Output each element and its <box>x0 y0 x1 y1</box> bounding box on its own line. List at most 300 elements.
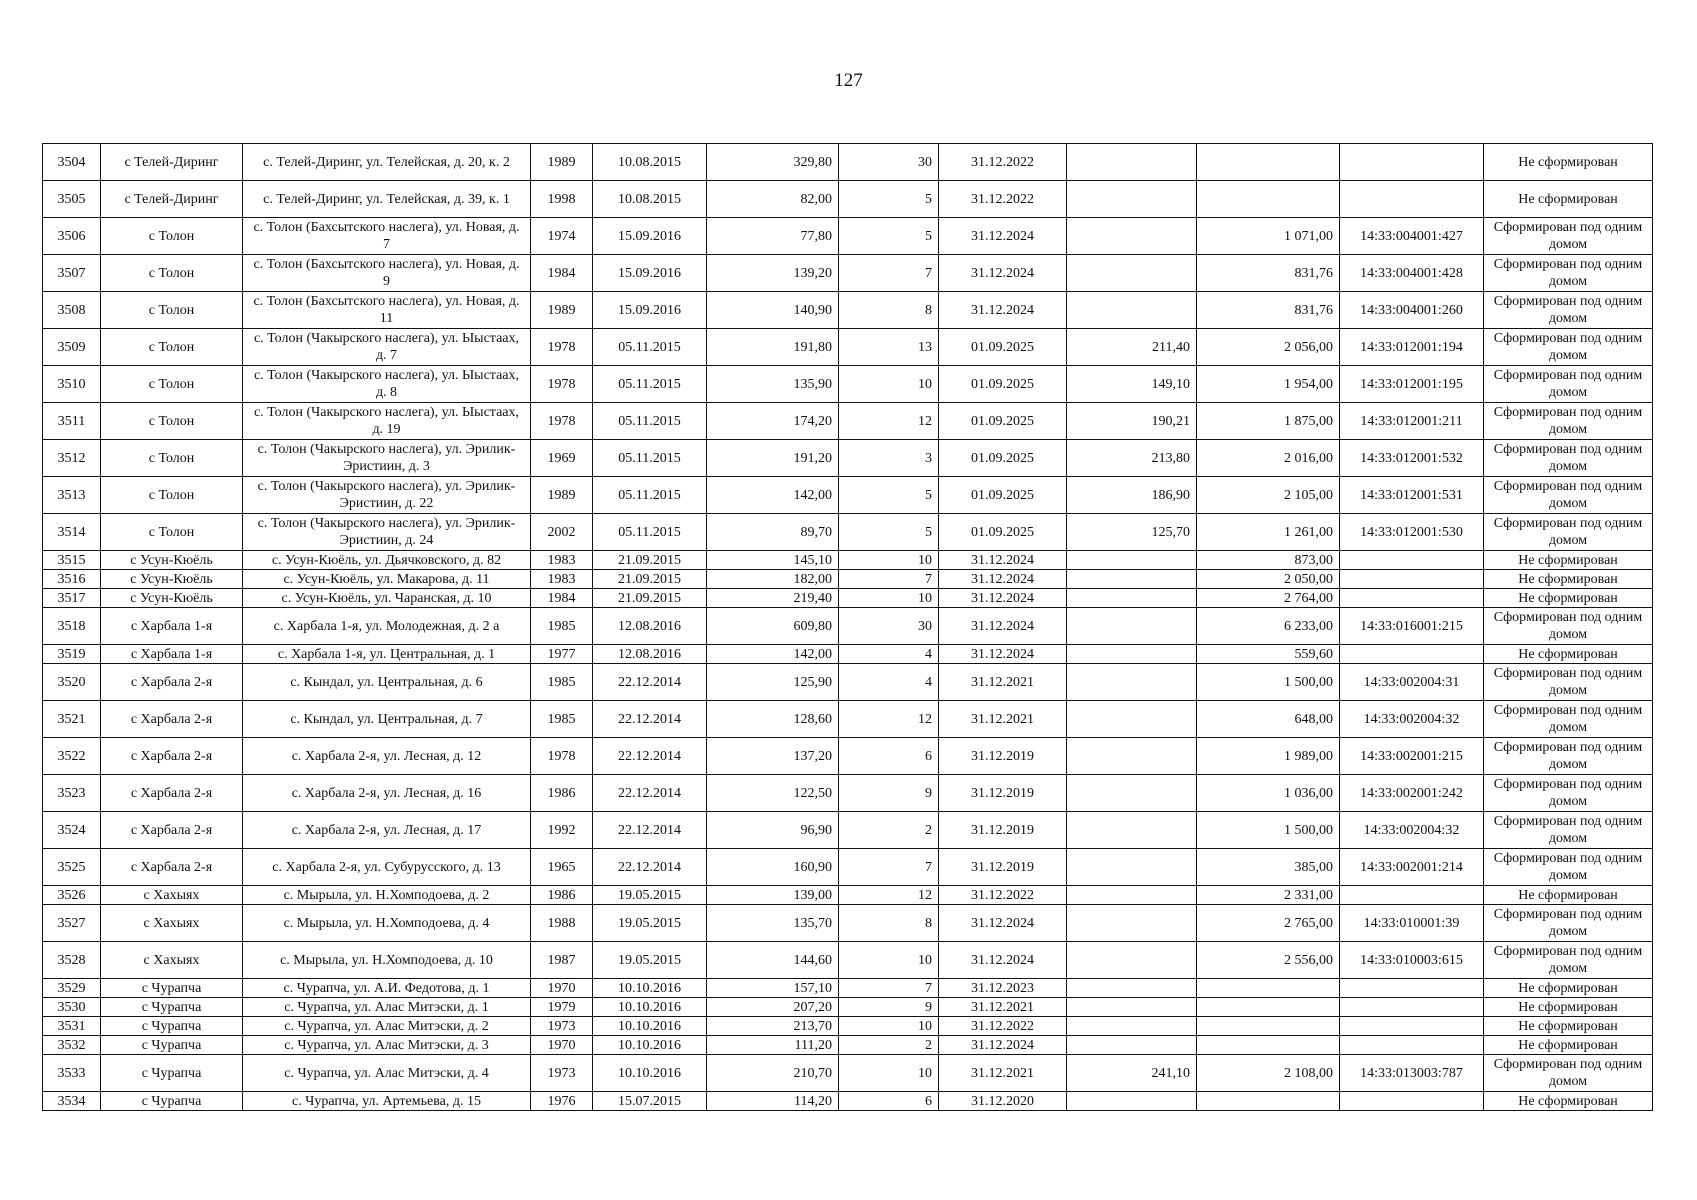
value-2: 1 500,00 <box>1197 812 1340 849</box>
land-status: Сформирован под одним домом <box>1484 218 1653 255</box>
row-number: 3534 <box>43 1092 101 1111</box>
area-value: 144,60 <box>707 942 839 979</box>
record-date: 12.08.2016 <box>593 645 707 664</box>
area-value: 142,00 <box>707 645 839 664</box>
record-date: 10.10.2016 <box>593 979 707 998</box>
value-2: 1 875,00 <box>1197 403 1340 440</box>
deadline-date: 01.09.2025 <box>939 440 1067 477</box>
resident-count: 2 <box>839 1036 939 1055</box>
cadastral-number <box>1340 144 1484 181</box>
resident-count: 9 <box>839 998 939 1017</box>
land-status: Сформирован под одним домом <box>1484 440 1653 477</box>
record-date: 05.11.2015 <box>593 477 707 514</box>
value-1 <box>1067 645 1197 664</box>
settlement-name: с Чурапча <box>101 1092 243 1111</box>
deadline-date: 31.12.2021 <box>939 664 1067 701</box>
cadastral-number: 14:33:002004:31 <box>1340 664 1484 701</box>
record-date: 22.12.2014 <box>593 701 707 738</box>
area-value: 329,80 <box>707 144 839 181</box>
table-row <box>43 514 1653 551</box>
build-year: 2002 <box>531 514 593 551</box>
resident-count: 4 <box>839 645 939 664</box>
build-year: 1985 <box>531 608 593 645</box>
settlement-name: с Чурапча <box>101 1036 243 1055</box>
value-2 <box>1197 1017 1340 1036</box>
table-row <box>43 942 1653 979</box>
record-date: 10.10.2016 <box>593 998 707 1017</box>
row-number: 3533 <box>43 1055 101 1092</box>
deadline-date: 31.12.2019 <box>939 775 1067 812</box>
resident-count: 6 <box>839 738 939 775</box>
settlement-name: с Чурапча <box>101 1017 243 1036</box>
value-2 <box>1197 144 1340 181</box>
value-2: 831,76 <box>1197 292 1340 329</box>
area-value: 140,90 <box>707 292 839 329</box>
value-1 <box>1067 905 1197 942</box>
settlement-name: с Толон <box>101 218 243 255</box>
row-number: 3526 <box>43 886 101 905</box>
area-value: 182,00 <box>707 570 839 589</box>
resident-count: 8 <box>839 292 939 329</box>
area-value: 213,70 <box>707 1017 839 1036</box>
cadastral-number <box>1340 886 1484 905</box>
area-value: 137,20 <box>707 738 839 775</box>
settlement-name: с Толон <box>101 329 243 366</box>
settlement-name: с Толон <box>101 292 243 329</box>
record-date: 15.07.2015 <box>593 1092 707 1111</box>
resident-count: 9 <box>839 775 939 812</box>
row-number: 3511 <box>43 403 101 440</box>
deadline-date: 01.09.2025 <box>939 514 1067 551</box>
deadline-date: 31.12.2019 <box>939 812 1067 849</box>
resident-count: 4 <box>839 664 939 701</box>
record-date: 10.08.2015 <box>593 181 707 218</box>
value-1 <box>1067 664 1197 701</box>
cadastral-number <box>1340 589 1484 608</box>
value-1 <box>1067 144 1197 181</box>
settlement-name: с Усун-Кюёль <box>101 551 243 570</box>
table-row <box>43 775 1653 812</box>
address: с. Харбала 2-я, ул. Лесная, д. 17 <box>243 812 531 849</box>
resident-count: 10 <box>839 942 939 979</box>
resident-count: 3 <box>839 440 939 477</box>
record-date: 19.05.2015 <box>593 942 707 979</box>
build-year: 1986 <box>531 775 593 812</box>
value-1 <box>1067 589 1197 608</box>
cadastral-number <box>1340 1092 1484 1111</box>
value-1 <box>1067 775 1197 812</box>
record-date: 22.12.2014 <box>593 849 707 886</box>
table-row <box>43 645 1653 664</box>
value-1 <box>1067 998 1197 1017</box>
build-year: 1976 <box>531 1092 593 1111</box>
land-status: Сформирован под одним домом <box>1484 664 1653 701</box>
cadastral-number: 14:33:002004:32 <box>1340 812 1484 849</box>
record-date: 10.10.2016 <box>593 1055 707 1092</box>
resident-count: 7 <box>839 979 939 998</box>
record-date: 15.09.2016 <box>593 218 707 255</box>
build-year: 1989 <box>531 292 593 329</box>
table-row <box>43 329 1653 366</box>
land-status: Сформирован под одним домом <box>1484 255 1653 292</box>
address: с. Толон (Бахсытского наслега), ул. Новая, д. 9 <box>243 255 531 292</box>
value-2 <box>1197 181 1340 218</box>
record-date: 05.11.2015 <box>593 514 707 551</box>
value-2: 1 954,00 <box>1197 366 1340 403</box>
build-year: 1985 <box>531 701 593 738</box>
build-year: 1969 <box>531 440 593 477</box>
address: с. Мырыла, ул. Н.Хомподоева, д. 2 <box>243 886 531 905</box>
record-date: 15.09.2016 <box>593 292 707 329</box>
cadastral-number: 14:33:012001:211 <box>1340 403 1484 440</box>
value-1 <box>1067 979 1197 998</box>
resident-count: 5 <box>839 181 939 218</box>
land-status: Не сформирован <box>1484 1036 1653 1055</box>
record-date: 15.09.2016 <box>593 255 707 292</box>
row-number: 3523 <box>43 775 101 812</box>
record-date: 21.09.2015 <box>593 589 707 608</box>
cadastral-number <box>1340 998 1484 1017</box>
row-number: 3505 <box>43 181 101 218</box>
build-year: 1973 <box>531 1017 593 1036</box>
row-number: 3517 <box>43 589 101 608</box>
address: с. Харбала 1-я, ул. Центральная, д. 1 <box>243 645 531 664</box>
table-row <box>43 403 1653 440</box>
value-2 <box>1197 979 1340 998</box>
cadastral-number: 14:33:004001:428 <box>1340 255 1484 292</box>
cadastral-number <box>1340 181 1484 218</box>
land-status: Сформирован под одним домом <box>1484 775 1653 812</box>
table-row <box>43 477 1653 514</box>
address: с. Толон (Чакырского наслега), ул. Ыыстаах, д. 7 <box>243 329 531 366</box>
area-value: 609,80 <box>707 608 839 645</box>
resident-count: 6 <box>839 1092 939 1111</box>
cadastral-number: 14:33:010003:615 <box>1340 942 1484 979</box>
cadastral-number: 14:33:016001:215 <box>1340 608 1484 645</box>
record-date: 21.09.2015 <box>593 551 707 570</box>
area-value: 145,10 <box>707 551 839 570</box>
resident-count: 10 <box>839 551 939 570</box>
value-1 <box>1067 812 1197 849</box>
deadline-date: 31.12.2022 <box>939 144 1067 181</box>
table-row <box>43 1055 1653 1092</box>
land-status: Не сформирован <box>1484 181 1653 218</box>
address: с. Чурапча, ул. Алас Митэски, д. 4 <box>243 1055 531 1092</box>
value-2: 873,00 <box>1197 551 1340 570</box>
land-status: Не сформирован <box>1484 1017 1653 1036</box>
cadastral-number <box>1340 979 1484 998</box>
table-row <box>43 849 1653 886</box>
build-year: 1979 <box>531 998 593 1017</box>
value-1: 241,10 <box>1067 1055 1197 1092</box>
row-number: 3527 <box>43 905 101 942</box>
row-number: 3521 <box>43 701 101 738</box>
settlement-name: с Усун-Кюёль <box>101 570 243 589</box>
build-year: 1998 <box>531 181 593 218</box>
build-year: 1978 <box>531 403 593 440</box>
cadastral-number: 14:33:012001:531 <box>1340 477 1484 514</box>
address: с. Чурапча, ул. Артемьева, д. 15 <box>243 1092 531 1111</box>
resident-count: 8 <box>839 905 939 942</box>
deadline-date: 01.09.2025 <box>939 366 1067 403</box>
record-date: 19.05.2015 <box>593 905 707 942</box>
build-year: 1988 <box>531 905 593 942</box>
record-date: 05.11.2015 <box>593 440 707 477</box>
table-row <box>43 979 1653 998</box>
table-row <box>43 440 1653 477</box>
resident-count: 5 <box>839 477 939 514</box>
settlement-name: с Толон <box>101 477 243 514</box>
cadastral-number: 14:33:012001:195 <box>1340 366 1484 403</box>
value-2: 6 233,00 <box>1197 608 1340 645</box>
value-1: 190,21 <box>1067 403 1197 440</box>
address: с. Толон (Чакырского наслега), ул. Эрилик-Эристиин, д. 24 <box>243 514 531 551</box>
table-row <box>43 1017 1653 1036</box>
deadline-date: 01.09.2025 <box>939 403 1067 440</box>
settlement-name: с Чурапча <box>101 1055 243 1092</box>
cadastral-number: 14:33:002001:214 <box>1340 849 1484 886</box>
row-number: 3525 <box>43 849 101 886</box>
area-value: 174,20 <box>707 403 839 440</box>
cadastral-number <box>1340 1017 1484 1036</box>
cadastral-number: 14:33:004001:260 <box>1340 292 1484 329</box>
settlement-name: с Толон <box>101 440 243 477</box>
area-value: 114,20 <box>707 1092 839 1111</box>
area-value: 111,20 <box>707 1036 839 1055</box>
settlement-name: с Харбала 1-я <box>101 645 243 664</box>
resident-count: 12 <box>839 403 939 440</box>
build-year: 1977 <box>531 645 593 664</box>
table-row <box>43 181 1653 218</box>
value-1 <box>1067 218 1197 255</box>
land-status: Не сформирован <box>1484 570 1653 589</box>
cadastral-number: 14:33:013003:787 <box>1340 1055 1484 1092</box>
settlement-name: с Толон <box>101 514 243 551</box>
land-status: Сформирован под одним домом <box>1484 514 1653 551</box>
land-status: Сформирован под одним домом <box>1484 905 1653 942</box>
resident-count: 13 <box>839 329 939 366</box>
resident-count: 10 <box>839 1017 939 1036</box>
address: с. Толон (Чакырского наслега), ул. Эрилик-Эристиин, д. 22 <box>243 477 531 514</box>
address: с. Мырыла, ул. Н.Хомподоева, д. 4 <box>243 905 531 942</box>
row-number: 3531 <box>43 1017 101 1036</box>
table-body <box>43 144 1653 1111</box>
address: с. Мырыла, ул. Н.Хомподоева, д. 10 <box>243 942 531 979</box>
value-2 <box>1197 998 1340 1017</box>
area-value: 135,70 <box>707 905 839 942</box>
area-value: 128,60 <box>707 701 839 738</box>
row-number: 3516 <box>43 570 101 589</box>
value-2 <box>1197 1092 1340 1111</box>
value-2: 1 071,00 <box>1197 218 1340 255</box>
row-number: 3522 <box>43 738 101 775</box>
table-row <box>43 218 1653 255</box>
land-status: Сформирован под одним домом <box>1484 812 1653 849</box>
value-2: 1 036,00 <box>1197 775 1340 812</box>
value-2 <box>1197 1036 1340 1055</box>
value-2: 2 105,00 <box>1197 477 1340 514</box>
record-date: 10.10.2016 <box>593 1017 707 1036</box>
resident-count: 10 <box>839 366 939 403</box>
deadline-date: 31.12.2024 <box>939 551 1067 570</box>
area-value: 122,50 <box>707 775 839 812</box>
row-number: 3529 <box>43 979 101 998</box>
land-status: Не сформирован <box>1484 551 1653 570</box>
value-1: 149,10 <box>1067 366 1197 403</box>
land-status: Сформирован под одним домом <box>1484 292 1653 329</box>
page-number: 127 <box>834 70 863 91</box>
value-2: 2 331,00 <box>1197 886 1340 905</box>
settlement-name: с Харбала 2-я <box>101 849 243 886</box>
address: с. Харбала 2-я, ул. Лесная, д. 12 <box>243 738 531 775</box>
value-1: 125,70 <box>1067 514 1197 551</box>
land-status: Сформирован под одним домом <box>1484 477 1653 514</box>
cadastral-number <box>1340 645 1484 664</box>
deadline-date: 31.12.2021 <box>939 998 1067 1017</box>
area-value: 96,90 <box>707 812 839 849</box>
land-status: Не сформирован <box>1484 589 1653 608</box>
value-2: 1 989,00 <box>1197 738 1340 775</box>
record-date: 22.12.2014 <box>593 738 707 775</box>
table-row <box>43 886 1653 905</box>
deadline-date: 31.12.2022 <box>939 1017 1067 1036</box>
table-row <box>43 551 1653 570</box>
land-status: Сформирован под одним домом <box>1484 403 1653 440</box>
row-number: 3532 <box>43 1036 101 1055</box>
settlement-name: с Хахыях <box>101 905 243 942</box>
record-date: 22.12.2014 <box>593 775 707 812</box>
value-2: 2 765,00 <box>1197 905 1340 942</box>
cadastral-number: 14:33:002001:242 <box>1340 775 1484 812</box>
deadline-date: 31.12.2024 <box>939 218 1067 255</box>
cadastral-number <box>1340 551 1484 570</box>
address: с. Чурапча, ул. Алас Митэски, д. 3 <box>243 1036 531 1055</box>
resident-count: 12 <box>839 886 939 905</box>
build-year: 1986 <box>531 886 593 905</box>
table-row <box>43 1036 1653 1055</box>
record-date: 10.10.2016 <box>593 1036 707 1055</box>
row-number: 3513 <box>43 477 101 514</box>
record-date: 22.12.2014 <box>593 664 707 701</box>
address: с. Харбала 1-я, ул. Молодежная, д. 2 а <box>243 608 531 645</box>
area-value: 139,20 <box>707 255 839 292</box>
settlement-name: с Харбала 2-я <box>101 775 243 812</box>
row-number: 3508 <box>43 292 101 329</box>
row-number: 3528 <box>43 942 101 979</box>
land-status: Сформирован под одним домом <box>1484 701 1653 738</box>
value-2: 1 500,00 <box>1197 664 1340 701</box>
record-date: 05.11.2015 <box>593 329 707 366</box>
value-1 <box>1067 701 1197 738</box>
resident-count: 5 <box>839 218 939 255</box>
settlement-name: с Харбала 1-я <box>101 608 243 645</box>
area-value: 142,00 <box>707 477 839 514</box>
value-2: 1 261,00 <box>1197 514 1340 551</box>
table-row <box>43 701 1653 738</box>
row-number: 3530 <box>43 998 101 1017</box>
value-2: 2 108,00 <box>1197 1055 1340 1092</box>
resident-count: 30 <box>839 608 939 645</box>
settlement-name: с Толон <box>101 366 243 403</box>
settlement-name: с Толон <box>101 255 243 292</box>
value-2: 2 056,00 <box>1197 329 1340 366</box>
address: с. Толон (Чакырского наслега), ул. Эрилик-Эристиин, д. 3 <box>243 440 531 477</box>
resident-count: 7 <box>839 255 939 292</box>
row-number: 3512 <box>43 440 101 477</box>
area-value: 191,20 <box>707 440 839 477</box>
land-status: Не сформирован <box>1484 998 1653 1017</box>
land-status: Сформирован под одним домом <box>1484 1055 1653 1092</box>
cadastral-number: 14:33:012001:532 <box>1340 440 1484 477</box>
row-number: 3507 <box>43 255 101 292</box>
address: с. Кындал, ул. Центральная, д. 7 <box>243 701 531 738</box>
build-year: 1983 <box>531 551 593 570</box>
settlement-name: с Харбала 2-я <box>101 701 243 738</box>
record-date: 12.08.2016 <box>593 608 707 645</box>
row-number: 3520 <box>43 664 101 701</box>
deadline-date: 31.12.2024 <box>939 255 1067 292</box>
land-status: Сформирован под одним домом <box>1484 366 1653 403</box>
row-number: 3519 <box>43 645 101 664</box>
land-status: Не сформирован <box>1484 645 1653 664</box>
row-number: 3524 <box>43 812 101 849</box>
row-number: 3518 <box>43 608 101 645</box>
record-date: 05.11.2015 <box>593 403 707 440</box>
table-row <box>43 664 1653 701</box>
value-2: 559,60 <box>1197 645 1340 664</box>
cadastral-number: 14:33:012001:194 <box>1340 329 1484 366</box>
deadline-date: 31.12.2020 <box>939 1092 1067 1111</box>
value-2: 2 764,00 <box>1197 589 1340 608</box>
value-1 <box>1067 886 1197 905</box>
table-row <box>43 144 1653 181</box>
area-value: 210,70 <box>707 1055 839 1092</box>
table-row <box>43 1092 1653 1111</box>
land-status: Сформирован под одним домом <box>1484 738 1653 775</box>
area-value: 139,00 <box>707 886 839 905</box>
land-status: Сформирован под одним домом <box>1484 608 1653 645</box>
cadastral-number: 14:33:010001:39 <box>1340 905 1484 942</box>
build-year: 1983 <box>531 570 593 589</box>
resident-count: 12 <box>839 701 939 738</box>
deadline-date: 01.09.2025 <box>939 477 1067 514</box>
address: с. Усун-Кюёль, ул. Чаранская, д. 10 <box>243 589 531 608</box>
table-row <box>43 570 1653 589</box>
address: с. Телей-Диринг, ул. Телейская, д. 39, к. 1 <box>243 181 531 218</box>
build-year: 1989 <box>531 144 593 181</box>
deadline-date: 31.12.2024 <box>939 1036 1067 1055</box>
value-2: 648,00 <box>1197 701 1340 738</box>
settlement-name: с Харбала 2-я <box>101 664 243 701</box>
build-year: 1984 <box>531 255 593 292</box>
cadastral-number <box>1340 1036 1484 1055</box>
area-value: 125,90 <box>707 664 839 701</box>
area-value: 160,90 <box>707 849 839 886</box>
value-1: 211,40 <box>1067 329 1197 366</box>
row-number: 3515 <box>43 551 101 570</box>
resident-count: 7 <box>839 849 939 886</box>
value-1 <box>1067 570 1197 589</box>
value-1 <box>1067 255 1197 292</box>
settlement-name: с Харбала 2-я <box>101 738 243 775</box>
area-value: 191,80 <box>707 329 839 366</box>
settlement-name: с Толон <box>101 403 243 440</box>
address: с. Харбала 2-я, ул. Лесная, д. 16 <box>243 775 531 812</box>
table-row <box>43 366 1653 403</box>
address: с. Толон (Чакырского наслега), ул. Ыыстаах, д. 8 <box>243 366 531 403</box>
deadline-date: 01.09.2025 <box>939 329 1067 366</box>
row-number: 3506 <box>43 218 101 255</box>
